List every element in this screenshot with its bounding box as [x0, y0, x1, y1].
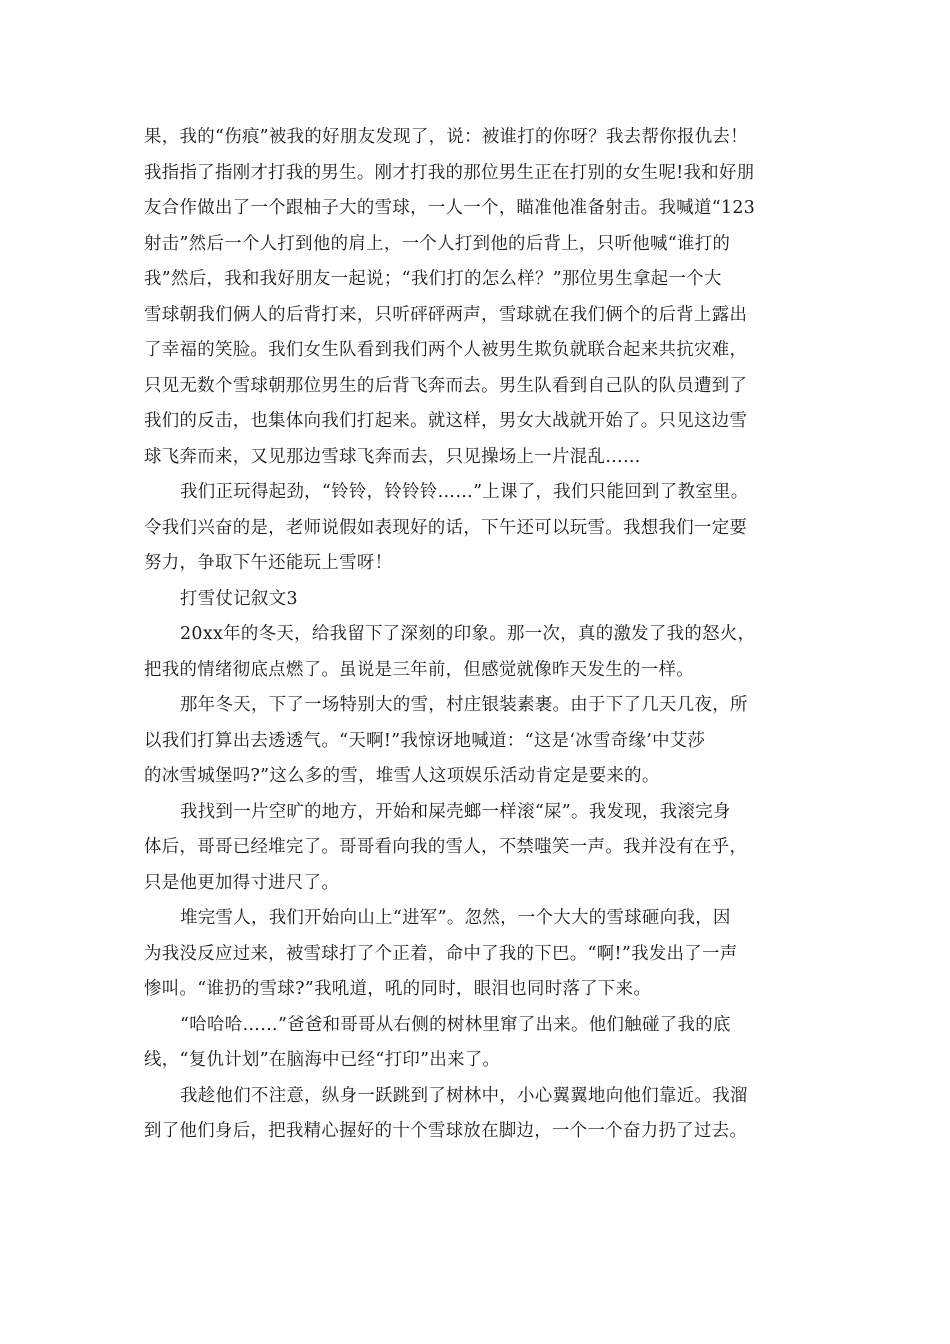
paragraph [144, 901, 812, 1008]
text-line: 射击”然后一个人打到他的肩上，一个人打到他的后背上，只听他喊“谁打的 [144, 233, 731, 254]
text-line: 线，“复仇计划”在脑海中已经“打印”出来了。 [144, 1050, 501, 1070]
paragraph [144, 120, 812, 475]
text-line: 把我的情绪彻底点燃了。虽说是三年前，但感觉就像昨天发生的一样。 [144, 659, 694, 680]
text-line: 体后，哥哥已经堆完了。哥哥看向我的雪人，不禁嗤笑一声。我并没有在乎， [144, 837, 748, 857]
text-line: 了幸福的笑脸。我们女生队看到我们两个人被男生欺负就联合起来共抗灾难， [144, 340, 748, 360]
text-line: 堆完雪人，我们开始向山上“进军”。忽然，一个大大的雪球砸向我，因 [180, 908, 731, 928]
paragraph [144, 1008, 812, 1079]
text-line: 我们的反击，也集体向我们打起来。就这样，男女大战就开始了。只见这边雪 [144, 411, 748, 431]
text-line: 为我没反应过来，被雪球打了个正着，命中了我的下巴。“啊!”我发出了一声 [144, 943, 738, 964]
text-line: 只是他更加得寸进尺了。 [144, 872, 340, 893]
text-line: 我趁他们不注意，纵身一跃跳到了树林中，小心翼翼地向他们靠近。我溜 [180, 1085, 748, 1106]
text-line: 令我们兴奋的是，老师说假如表现好的话，下午还可以玩雪。我想我们一定要 [144, 517, 748, 538]
text-line: 果，我的“伤痕”被我的好朋友发现了，说：被谁打的你呀？我去帮你报仇去！ [144, 127, 748, 147]
section-heading: 打雪仗记叙文3 [180, 588, 298, 609]
paragraph [144, 617, 812, 688]
text-line: “哈哈哈……”爸爸和哥哥从右侧的树林里窜了出来。他们触碰了我的底 [180, 1014, 731, 1035]
text-line: 20xx年的冬天，给我留下了深刻的印象。那一次，真的激发了我的怒火， [180, 624, 756, 644]
text-line: 努力，争取下午还能玩上雪呀！ [144, 553, 393, 573]
paragraph [144, 688, 812, 795]
text-line: 只见无数个雪球朝那位男生的后背飞奔而去。男生队看到自己队的队员遭到了 [144, 375, 748, 396]
text-line: 到了他们身后，把我精心握好的十个雪球放在脚边，一个一个奋力扔了过去。 [144, 1121, 748, 1141]
text-line: 友合作做出了一个跟柚子大的雪球，一人一个，瞄准他准备射击。我喊道“123 [144, 198, 756, 218]
text-line: 球飞奔而来，又见那边雪球飞奔而去，只见操场上一片混乱…… [144, 446, 641, 467]
text-line: 雪球朝我们俩人的后背打来，只听砰砰两声，雪球就在我们俩个的后背上露出 [144, 304, 748, 325]
text-line: 惨叫。“谁扔的雪球?”我吼道，吼的同时，眼泪也同时落了下来。 [144, 979, 652, 999]
text-line: 我指指了指刚才打我的男生。刚才打我的那位男生正在打别的女生呢!我和好朋 [144, 162, 755, 183]
text-line: 我”然后，我和我好朋友一起说；“我们打的怎么样？”那位男生拿起一个大 [144, 269, 722, 289]
document-page [144, 120, 812, 1150]
text-line: 我们正玩得起劲，“铃铃，铃铃铃……”上课了，我们只能回到了教室里。 [180, 482, 749, 502]
text-line: 我找到一片空旷的地方，开始和屎壳螂一样滚“屎”。我发现，我滚完身 [180, 801, 731, 822]
paragraph [144, 1079, 812, 1150]
text-line: 那年冬天，下了一场特别大的雪，村庄银装素裹。由于下了几天几夜，所 [180, 695, 748, 715]
paragraph [144, 795, 812, 902]
paragraph [144, 475, 812, 582]
text-line: 以我们打算出去透透气。“天啊!”我惊讶地喊道：“这是‘冰雪奇缘’中艾莎 [144, 730, 706, 751]
text-line: 的冰雪城堡吗?”这么多的雪，堆雪人这项娱乐活动肯定是要来的。 [144, 766, 660, 786]
